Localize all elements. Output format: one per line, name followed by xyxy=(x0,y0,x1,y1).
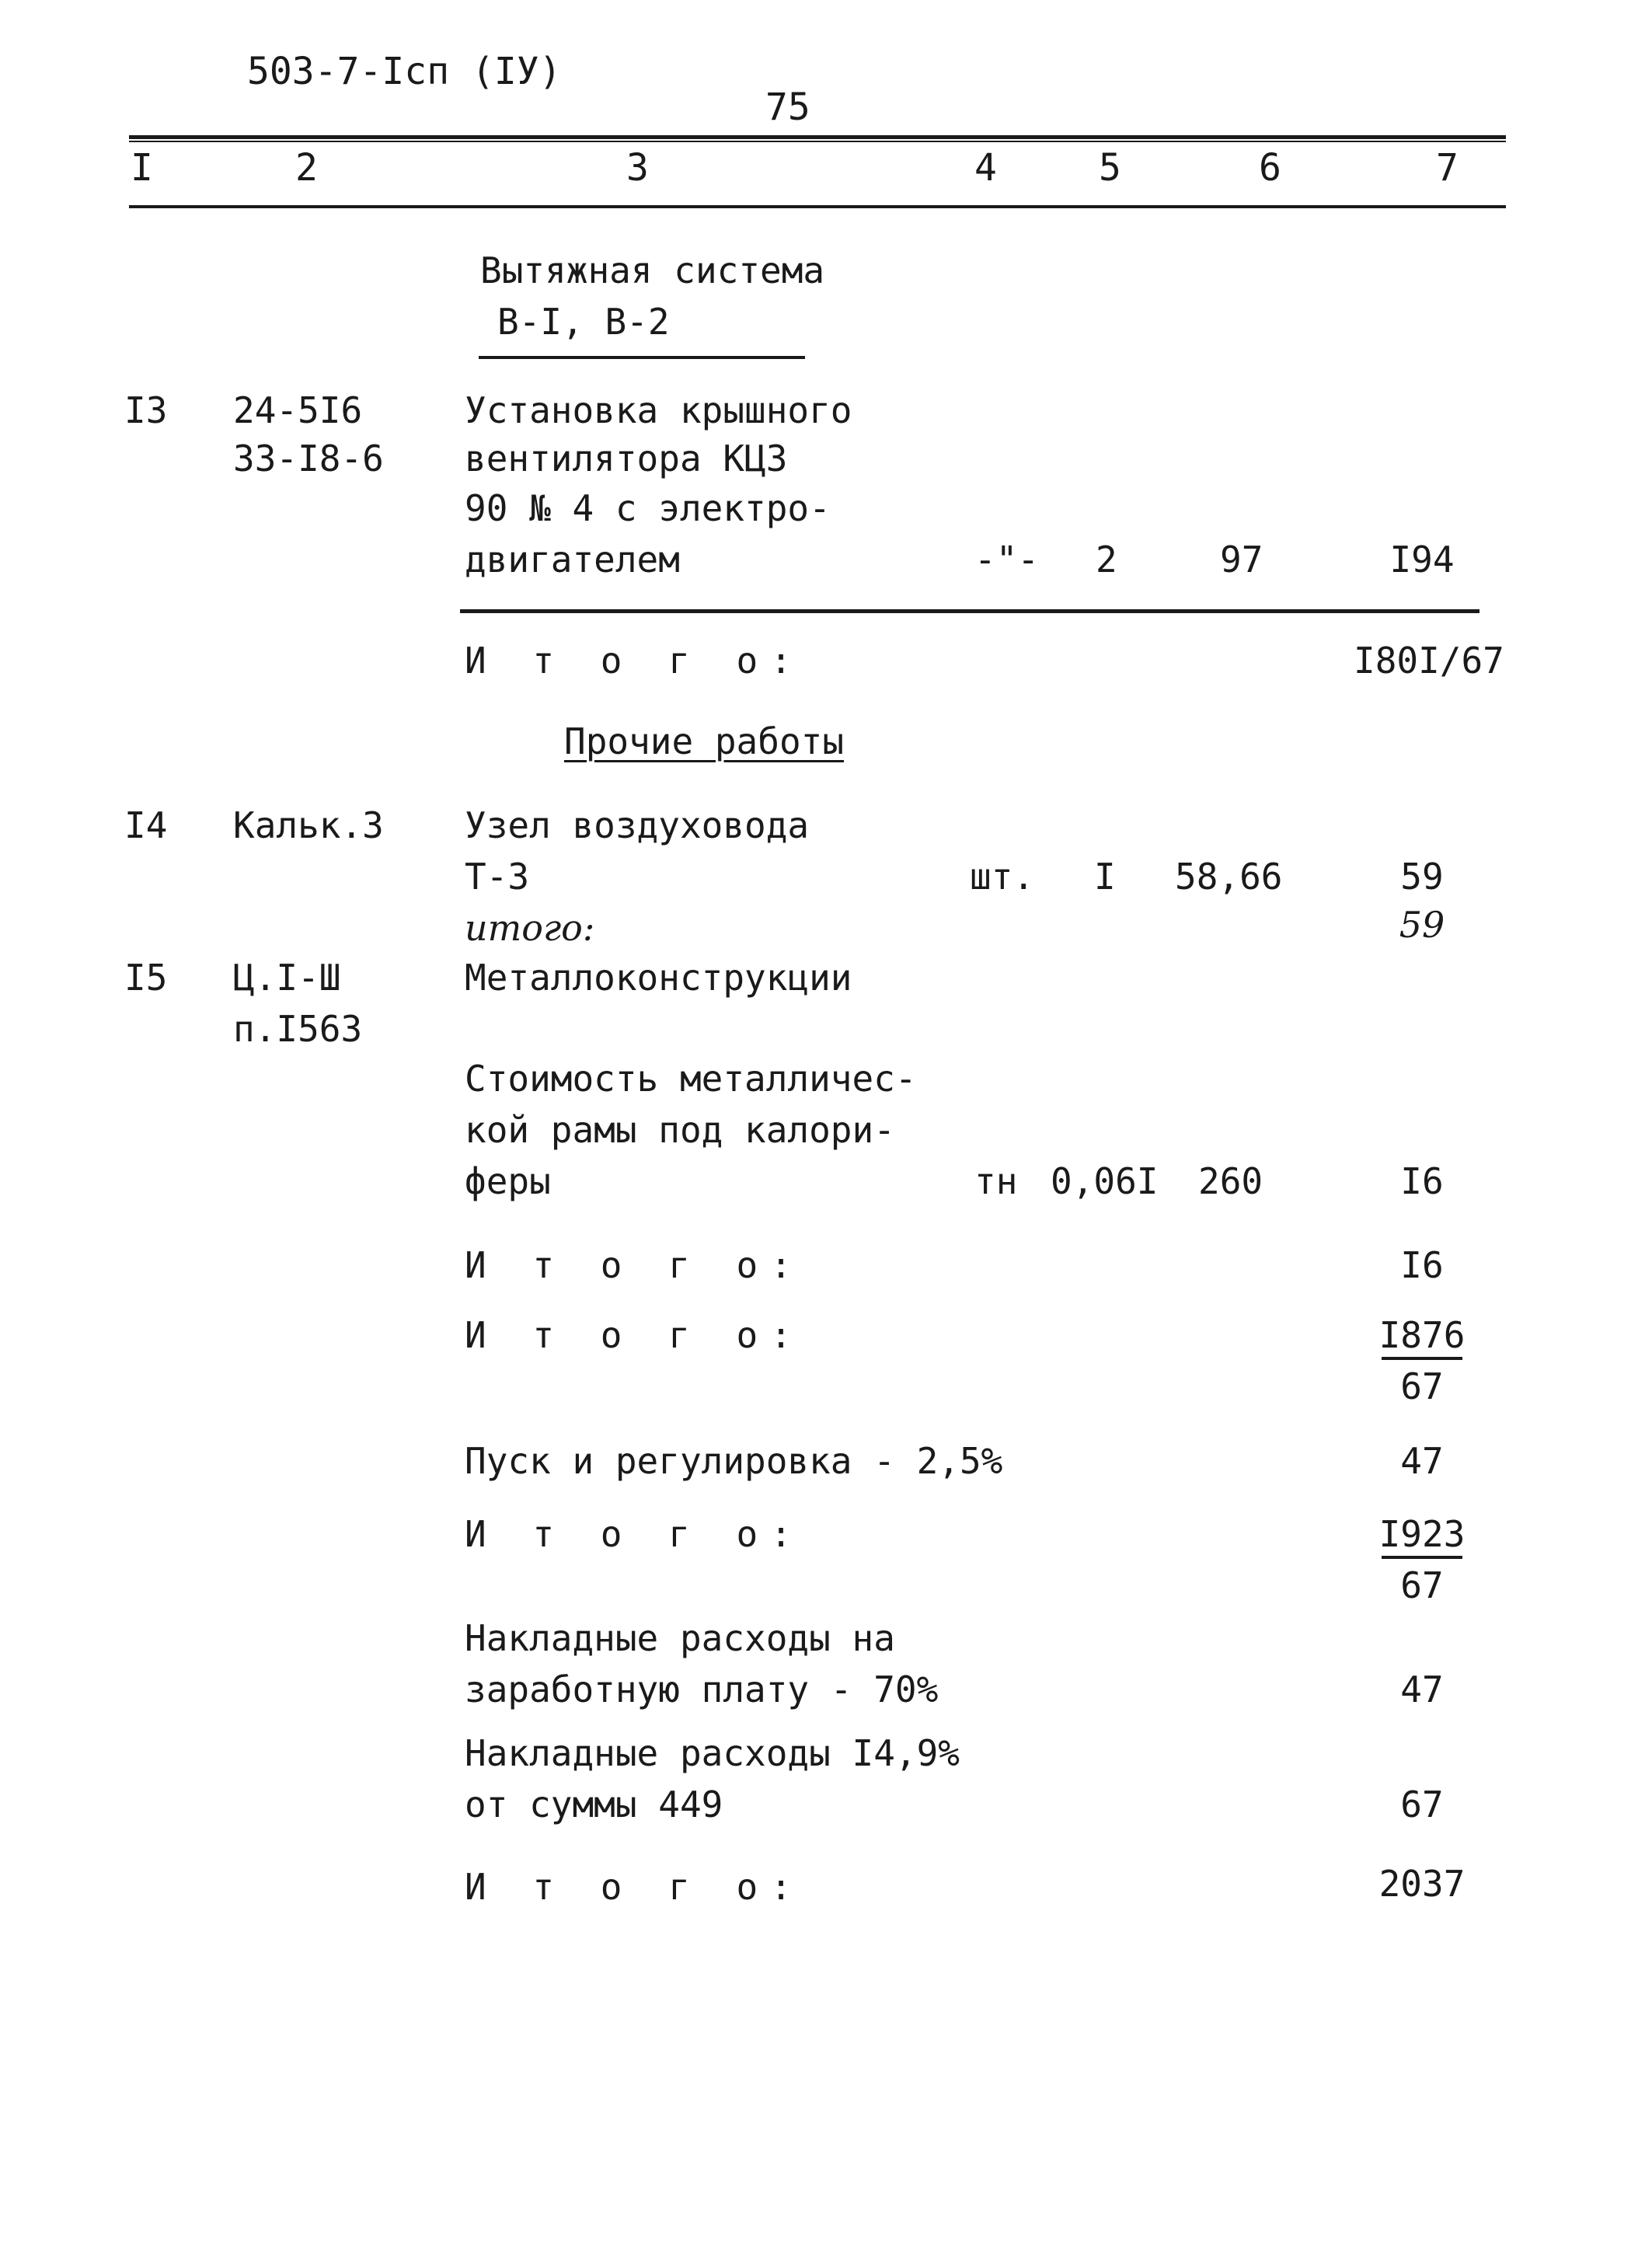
column-header-1: I xyxy=(131,146,153,190)
row-quantity: 2 xyxy=(1096,539,1117,581)
column-header-2: 2 xyxy=(295,146,318,190)
row-number: I5 xyxy=(124,957,168,999)
subtotal-label: итого: xyxy=(465,907,595,949)
total-value-bottom: 67 xyxy=(1400,1564,1444,1606)
section-other-title: Прочие работы xyxy=(564,720,845,762)
row-unit: тн xyxy=(974,1160,1018,1202)
row-description: Установка крышного xyxy=(465,389,852,431)
row-price: 260 xyxy=(1198,1160,1263,1202)
row-description: феры xyxy=(465,1160,551,1202)
row-unit: шт. xyxy=(970,856,1035,898)
fraction-bar xyxy=(1382,1357,1462,1360)
section-exhaust-underline xyxy=(479,356,805,359)
header-rule-bottom xyxy=(129,205,1506,208)
row-price: 58,66 xyxy=(1175,856,1283,898)
document-code: 503-7-Iсп (IУ) xyxy=(247,50,562,93)
row-reference: 33-I8-6 xyxy=(233,438,384,479)
row-number: I4 xyxy=(124,804,168,846)
startup-label: Пуск и регулировка - 2,5% xyxy=(465,1440,1003,1482)
section-exhaust-title: Вытяжная система xyxy=(480,249,825,291)
row-description: кой рамы под калори- xyxy=(465,1109,895,1151)
total-value-top: I876 xyxy=(1378,1314,1466,1356)
total-value-bottom: 67 xyxy=(1400,1365,1444,1407)
section-exhaust-subtitle: В-I, В-2 xyxy=(497,301,670,343)
row-total: I94 xyxy=(1389,539,1455,581)
row-total: I6 xyxy=(1400,1160,1444,1202)
total-label: И т о г о: xyxy=(465,1513,804,1555)
final-total-label: И т о г о: xyxy=(465,1866,804,1908)
header-rule-top-thin xyxy=(129,141,1506,142)
row-title: Металлоконструкции xyxy=(465,957,852,999)
total-label: И т о г о: xyxy=(465,1314,804,1356)
column-header-3: 3 xyxy=(626,146,649,190)
total-label: И т о г о: xyxy=(465,640,804,682)
fraction-bar xyxy=(1382,1556,1462,1559)
total-value: I80I/67 xyxy=(1354,640,1504,682)
row-description: Стоимость металличес- xyxy=(465,1058,917,1100)
row-description: Т-3 xyxy=(465,856,530,898)
row-reference: п.I563 xyxy=(233,1008,363,1050)
final-total-value: 2037 xyxy=(1378,1863,1466,1905)
column-header-7: 7 xyxy=(1436,146,1459,190)
overhead-label: заработную плату - 70% xyxy=(465,1668,939,1710)
row-reference: Ц.I-Ш xyxy=(233,957,341,999)
row-reference: Кальк.3 xyxy=(233,804,384,846)
row-description: 90 № 4 с электро- xyxy=(465,487,831,529)
startup-value: 47 xyxy=(1400,1440,1444,1482)
row-total: 59 xyxy=(1400,856,1444,898)
row-price: 97 xyxy=(1220,539,1263,581)
overhead-label: от суммы 449 xyxy=(465,1784,723,1825)
row-number: I3 xyxy=(124,389,168,431)
row-13-divider xyxy=(460,609,1479,613)
overhead-label: Накладные расходы на xyxy=(465,1617,895,1659)
total-value: I6 xyxy=(1400,1244,1444,1286)
column-header-4: 4 xyxy=(974,146,997,190)
row-quantity: 0,06I xyxy=(1051,1160,1159,1202)
column-header-6: 6 xyxy=(1259,146,1281,190)
overhead-value: 67 xyxy=(1400,1784,1444,1825)
overhead-value: 47 xyxy=(1400,1668,1444,1710)
row-description: двигателем xyxy=(465,539,680,581)
total-value-top: I923 xyxy=(1378,1513,1466,1555)
overhead-label: Накладные расходы I4,9% xyxy=(465,1732,960,1774)
header-rule-top xyxy=(129,135,1506,139)
page-number: 75 xyxy=(765,85,810,129)
row-unit: -"- xyxy=(974,539,1040,581)
subtotal-value: 59 xyxy=(1399,904,1445,946)
row-description: Узел воздуховода xyxy=(465,804,810,846)
row-description: вентилятора КЦЗ xyxy=(465,438,788,479)
column-header-5: 5 xyxy=(1099,146,1121,190)
row-quantity: I xyxy=(1094,856,1116,898)
row-reference: 24-5I6 xyxy=(233,389,363,431)
total-label: И т о г о: xyxy=(465,1244,804,1286)
